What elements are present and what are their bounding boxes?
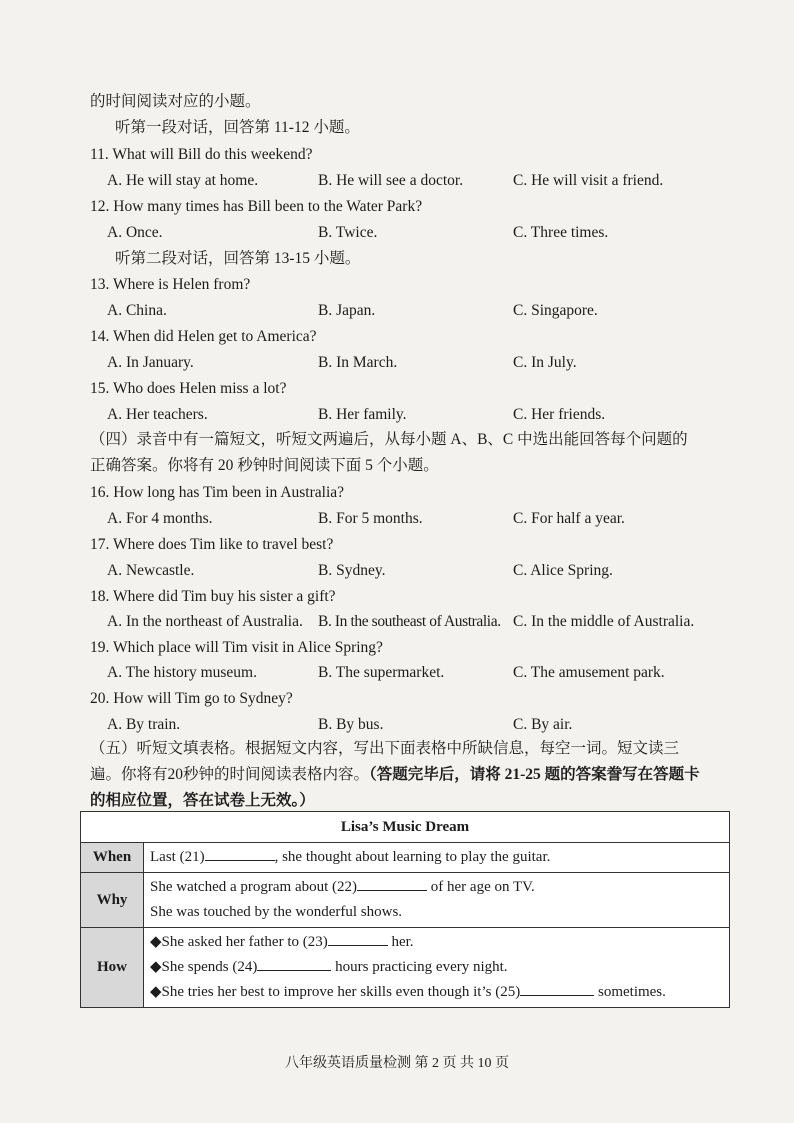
option-a: A. He will stay at home.: [107, 172, 259, 189]
blank-25: [520, 981, 594, 996]
options-14: [107, 353, 747, 373]
question-15: 15. Who does Helen miss a lot?: [90, 380, 287, 397]
option-c: C. By air.: [513, 716, 573, 733]
music-dream-table: [80, 811, 730, 1008]
options-15: [107, 405, 747, 425]
option-c: C. The amusement park.: [513, 664, 665, 681]
option-b: B. Sydney.: [318, 562, 386, 579]
question-17: 17. Where does Tim like to travel best?: [90, 536, 334, 553]
question-20: 20. How will Tim go to Sydney?: [90, 690, 293, 707]
option-a: A. Newcastle.: [107, 562, 195, 579]
section-5-line-3: 的相应位置，答在试卷上无效。）: [90, 792, 315, 809]
question-12: 12. How many times has Bill been to the Water Park?: [90, 198, 423, 215]
question-14: 14. When did Helen get to America?: [90, 328, 317, 345]
section-5-line-2: 遍。你将有20秒钟的时间阅读表格内容。（答题完毕后，请将 21-25 题的答案誊写在答题卡: [90, 766, 700, 783]
question-16: 16. How long has Tim been in Australia?: [90, 484, 345, 501]
section-4-instructions: [90, 427, 730, 479]
blank-22: [357, 876, 427, 891]
option-a: A. For 4 months.: [107, 510, 213, 527]
option-a: A. Her teachers.: [107, 406, 208, 423]
question-18: 18. Where did Tim buy his sister a gift?: [90, 588, 336, 605]
option-a: A. Once.: [107, 224, 163, 241]
question-11: 11. What will Bill do this weekend?: [90, 146, 313, 163]
option-b: B. In the southeast of Australia.: [318, 613, 501, 630]
option-c: C. In the middle of Australia.: [513, 613, 695, 630]
section-4-line-2: 正确答案。你将有 20 秒钟时间阅读下面 5 个小题。: [90, 457, 439, 474]
blank-23: [328, 931, 388, 946]
option-c: C. Her friends.: [513, 406, 606, 423]
option-b: B. Her family.: [318, 406, 407, 423]
section-4-line-1: （四）录音中有一篇短文，听短文两遍后，从每小题 A、B、C 中选出能回答每个问题的: [90, 431, 688, 448]
option-c: C. In July.: [513, 354, 577, 371]
option-a: A. In the northeast of Australia.: [107, 613, 303, 630]
option-c: C. Singapore.: [513, 302, 598, 319]
option-b: B. Twice.: [318, 224, 378, 241]
intro-text: 的时间阅读对应的小题。: [90, 93, 261, 110]
option-b: B. Japan.: [318, 302, 376, 319]
options-17: [107, 561, 747, 581]
section-5-line-1: （五）听短文填表格。根据短文内容，写出下面表格中所缺信息，每空一词。短文读三: [90, 740, 680, 757]
options-11: [107, 171, 747, 191]
options-12: [107, 223, 747, 243]
options-16: [107, 509, 747, 529]
option-c: C. Alice Spring.: [513, 562, 613, 579]
option-b: B. In March.: [318, 354, 398, 371]
option-a: A. The history museum.: [107, 664, 257, 681]
how-cell: ◆She asked her father to (23) her. ◆She spends (24) hours practicing every night. ◆She tries her best to improve her skills even though it’s (25) sometimes.: [144, 928, 730, 1008]
row-label-why: Why: [81, 873, 144, 928]
options-18: [107, 612, 747, 632]
section-5-note: （答题完毕后，请将 21-25 题的答案誊写在答题卡: [369, 766, 700, 783]
option-c: C. Three times.: [513, 224, 609, 241]
option-a: A. In January.: [107, 354, 194, 371]
section-5-instructions: [90, 736, 730, 814]
options-13: [107, 301, 747, 321]
dialog2-instruction: 听第二段对话，回答第 13-15 小题。: [115, 250, 361, 267]
dialog1-instruction: 听第一段对话，回答第 11-12 小题。: [115, 119, 360, 136]
option-b: B. For 5 months.: [318, 510, 423, 527]
option-b: B. By bus.: [318, 716, 384, 733]
why-line-2: She was touched by the wonderful shows.: [150, 904, 403, 920]
options-19: [107, 663, 747, 683]
blank-24: [257, 956, 331, 971]
table-title: Lisa’s Music Dream: [81, 812, 730, 843]
question-19: 19. Which place will Tim visit in Alice Spring?: [90, 639, 383, 656]
option-b: B. The supermarket.: [318, 664, 445, 681]
option-a: A. China.: [107, 302, 167, 319]
option-b: B. He will see a doctor.: [318, 172, 464, 189]
when-cell: Last (21) , she thought about learning to play the guitar.: [144, 843, 730, 873]
why-cell: She watched a program about (22) of her age on TV. She was touched by the wonderful shows.: [144, 873, 730, 928]
bleed-through-text: [520, 97, 523, 113]
question-13: 13. Where is Helen from?: [90, 276, 251, 293]
option-c: C. He will visit a friend.: [513, 172, 664, 189]
blank-21: [205, 846, 275, 861]
row-label-how: How: [81, 928, 144, 1008]
option-c: C. For half a year.: [513, 510, 625, 527]
option-a: A. By train.: [107, 716, 181, 733]
row-label-when: When: [81, 843, 144, 873]
options-20: [107, 715, 747, 735]
page-footer: 八年级英语质量检测 第 2 页 共 10 页: [285, 1056, 509, 1071]
